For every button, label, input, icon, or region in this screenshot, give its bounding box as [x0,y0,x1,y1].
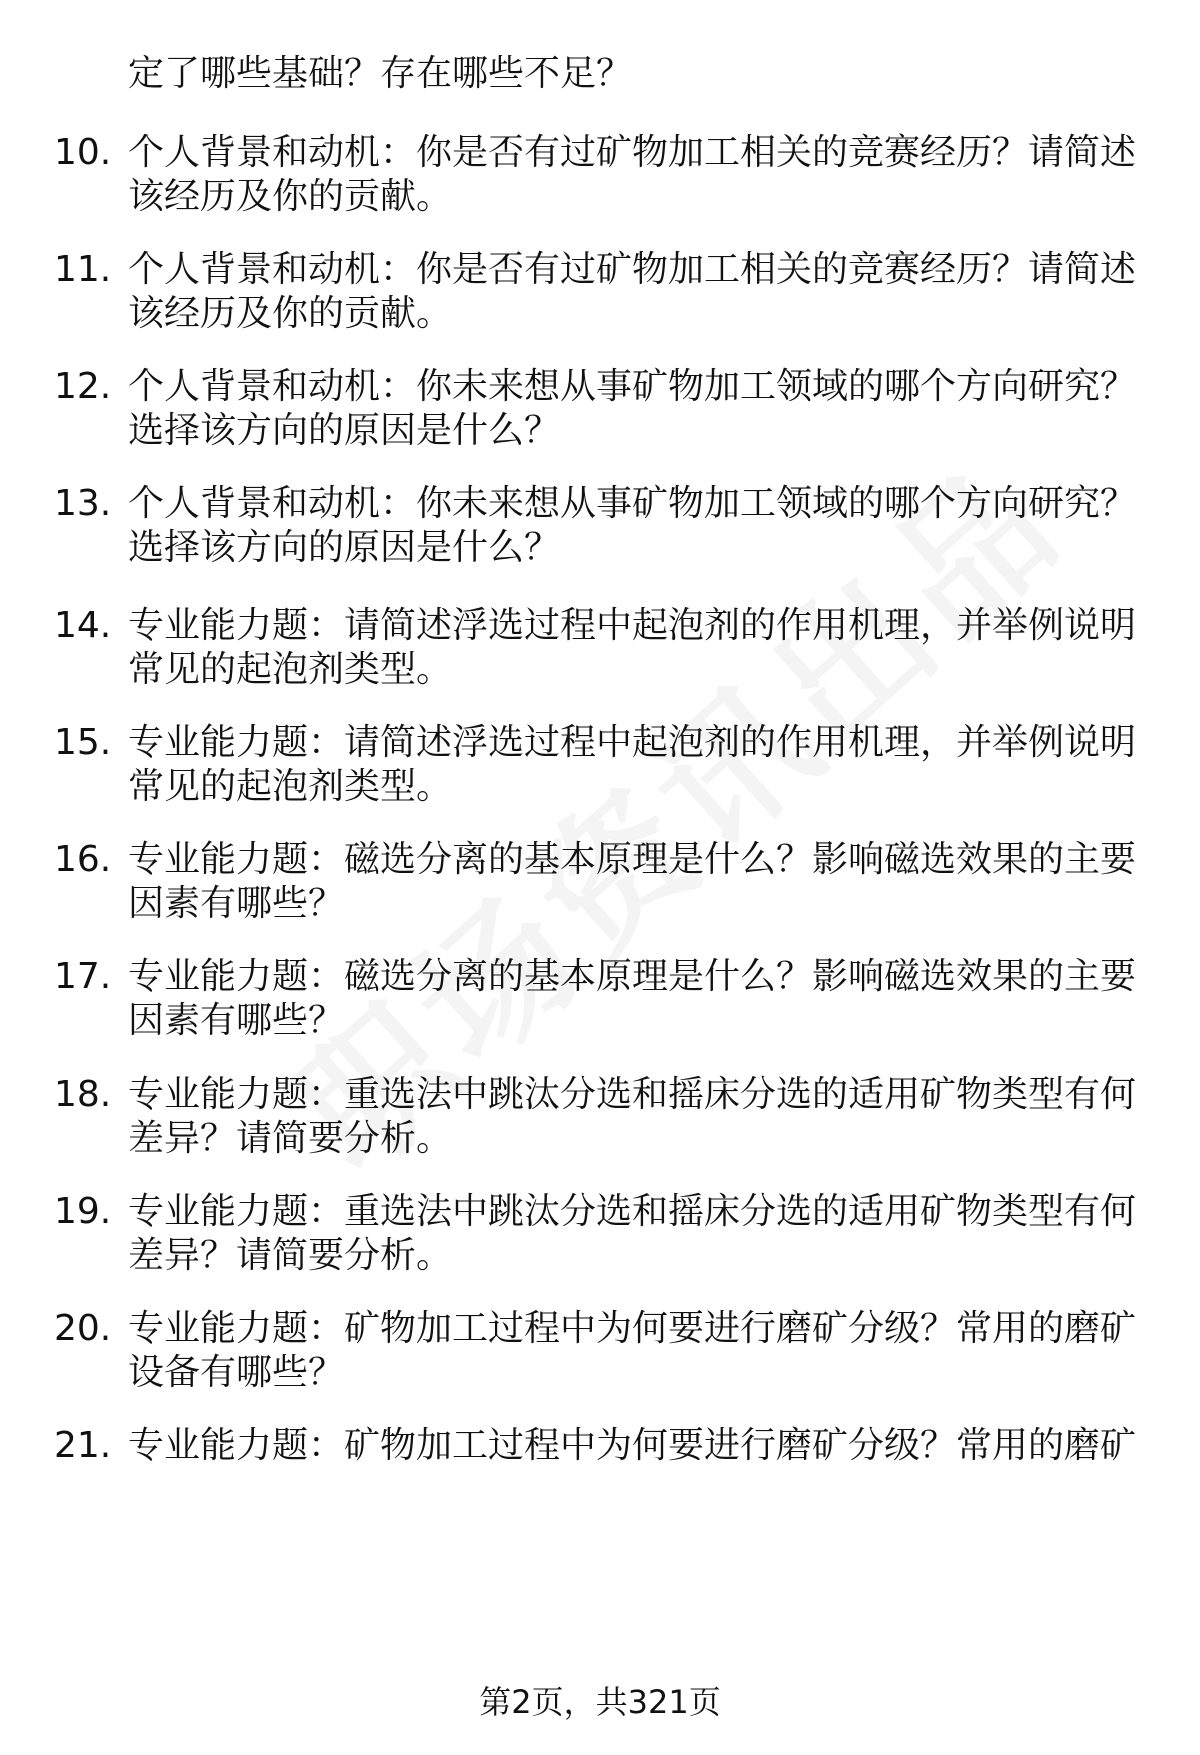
page-footer: 第2页，共321页 [479,1683,721,1721]
item-text-line2: 因素有哪些？ [128,1000,345,1041]
item-text-line2: 选择该方向的原因是什么？ [128,527,561,568]
item-text-line1: 专业能力题：重选法中跳汰分选和摇床分选的适用矿物类型有何 [128,1191,1137,1232]
item-text-line2: 该经历及你的贡献。 [128,293,453,334]
item-number: 21. [54,1425,112,1466]
item-text-line2: 设备有哪些？ [128,1352,345,1393]
item-text-line1: 专业能力题：请简述浮选过程中起泡剂的作用机理，并举例说明 [128,605,1137,646]
item-text-line2: 该经历及你的贡献。 [128,176,453,217]
item-text-line2: 因素有哪些？ [128,883,345,924]
item-text-line2: 选择该方向的原因是什么？ [128,410,561,451]
item-text-line1: 专业能力题：请简述浮选过程中起泡剂的作用机理，并举例说明 [128,722,1137,763]
item-text-line2: 差异？请简要分析。 [128,1118,453,1159]
item-text-line1: 专业能力题：磁选分离的基本原理是什么？影响磁选效果的主要 [128,956,1137,997]
item-text-line2: 常见的起泡剂类型。 [128,766,453,807]
item-number: 18. [54,1074,112,1115]
item-number: 17. [54,956,112,997]
item-number: 19. [54,1191,112,1232]
item-text-line1: 个人背景和动机：你是否有过矿物加工相关的竞赛经历？请简述 [128,132,1137,173]
item-text-line1: 专业能力题：矿物加工过程中为何要进行磨矿分级？常用的磨矿 [128,1308,1137,1349]
item-number: 10. [54,132,112,173]
item-number: 13. [54,483,112,524]
item-text-line1: 专业能力题：矿物加工过程中为何要进行磨矿分级？常用的磨矿 [128,1425,1137,1466]
item-text-line1: 个人背景和动机：你是否有过矿物加工相关的竞赛经历？请简述 [128,249,1137,290]
item-text-line2: 常见的起泡剂类型。 [128,649,453,690]
item-text-line1: 个人背景和动机：你未来想从事矿物加工领域的哪个方向研究？ [128,483,1137,524]
item-text-line1: 个人背景和动机：你未来想从事矿物加工领域的哪个方向研究？ [128,366,1137,407]
item-number: 20. [54,1308,112,1349]
item-number: 12. [54,366,112,407]
continuation-text: 定了哪些基础？存在哪些不足？ [128,53,633,94]
item-number: 16. [54,839,112,880]
item-number: 15. [54,722,112,763]
item-text-line1: 专业能力题：磁选分离的基本原理是什么？影响磁选效果的主要 [128,839,1137,880]
item-number: 14. [54,605,112,646]
item-text-line2: 差异？请简要分析。 [128,1235,453,1276]
item-text-line1: 专业能力题：重选法中跳汰分选和摇床分选的适用矿物类型有何 [128,1074,1137,1115]
item-number: 11. [54,249,112,290]
